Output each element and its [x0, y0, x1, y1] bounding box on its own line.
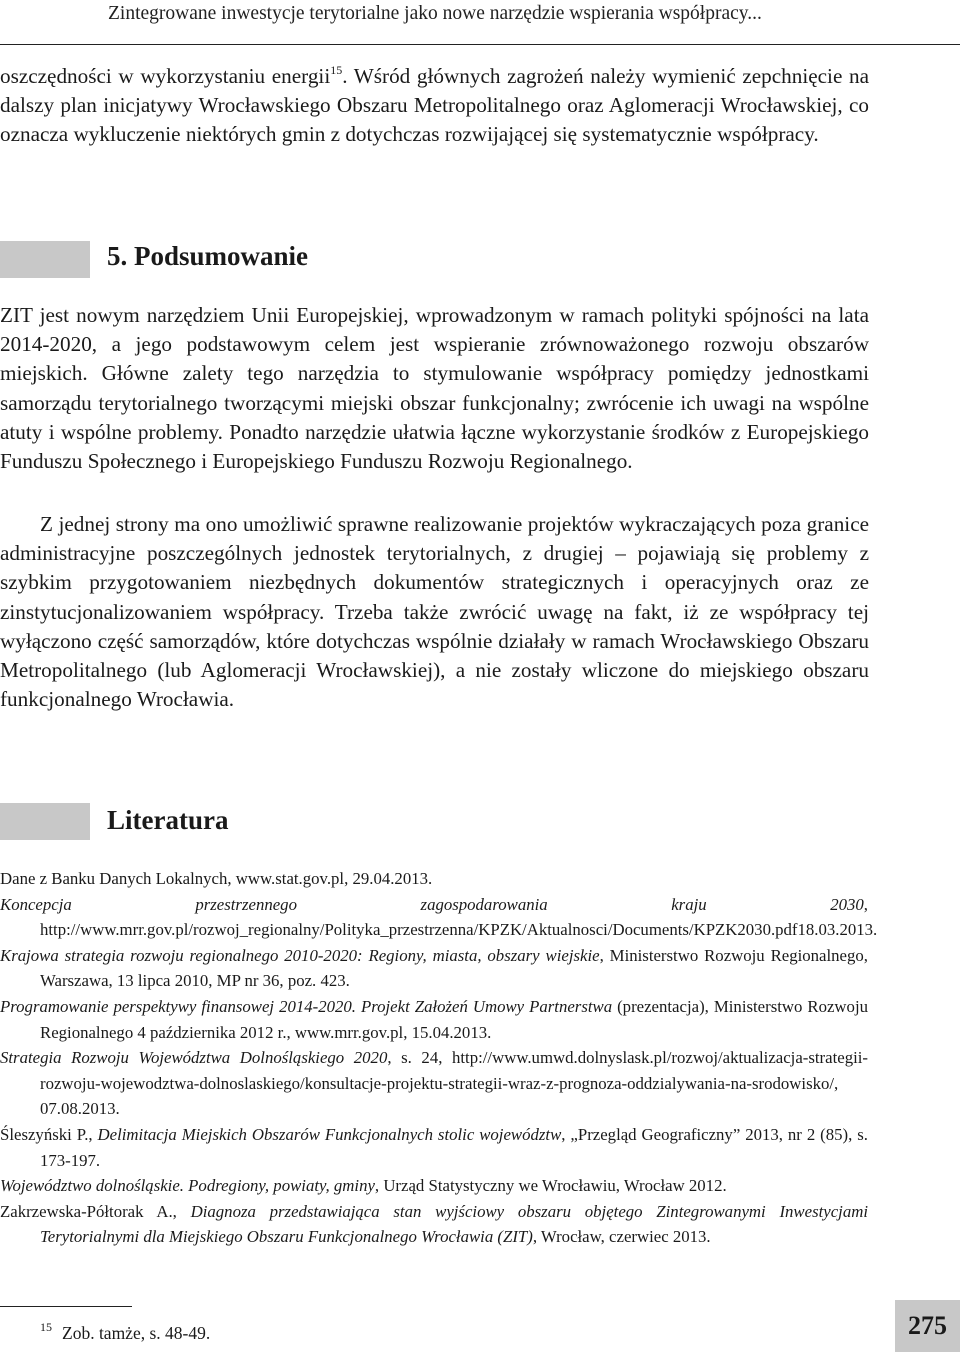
- section-heading-summary: 5. Podsumowanie: [107, 241, 309, 271]
- footnote: [40, 1320, 211, 1344]
- bibliography-entry: Śleszyński P., Delimitacja Miejskich Obszarów Funkcjonalnych stolic województw, „Przegląd Geograficzny” 2013, nr 2 (85), s. 173-197.: [0, 1124, 868, 1170]
- page-number-box: [895, 1300, 960, 1352]
- bibliography-entry: Programowanie perspektywy finansowej 2014-2020. Projekt Założeń Umowy Partnerstwa (prezentacja), Ministerstwo Rozwoju Regionalnego 4 października 2012 r., www.mrr.gov.pl, 15.04.2013.: [0, 996, 868, 1042]
- footnote-text: Zob. tamże, s. 48-49.: [62, 1323, 211, 1343]
- intro-text-end: . Wśród głównych zagrożeń należy wymienić zepchnięcie na dalszy plan inicjatywy Wrocławskiego Obszaru Metropolitalnego oraz Aglomeracji Wrocławskiej, co oznacza wykluczenie niektórych gmin z dotychczas rozwijającej się systematycznie współpracy.: [0, 64, 869, 147]
- footnote-divider: [0, 1306, 132, 1307]
- bibliography-entry: Województwo dolnośląskie. Podregiony, powiaty, gminy, Urząd Statystyczny we Wrocławiu, Wrocław 2012.: [0, 1176, 727, 1196]
- footnote-reference[interactable]: 15: [330, 62, 343, 77]
- bibliography-list: [0, 866, 878, 1250]
- running-header: [0, 0, 960, 45]
- page-number: 275: [908, 1311, 947, 1340]
- running-title: Zintegrowane inwestycje terytorialne jako nowe narzędzie wspierania współpracy...: [108, 3, 762, 24]
- summary-paragraph-2: Z jednej strony ma ono umożliwić sprawne realizowanie projektów wykraczających poza granice administracyjne poszczególnych jednostek terytorialnych, z drugiej – pojawiają się problemy z szybkim przygotowaniem niezbędnych dokumentów strategicznych i operacyjnych oraz ze zinstytucjonalizowaniem współpracy. Trzeba także zwrócić uwagę na fakt, iż ze współpracy tej wyłączono część samorządów, które dotychczas wspólnie działały w ramach Wrocławskiego Obszaru Metropolitalnego (lub Aglomeracji Wrocławskiej), a nie zostały wliczone do miejskiego obszaru funkcjonalnego Wrocławia.: [0, 512, 869, 712]
- bibliography-entry: Krajowa strategia rozwoju regionalnego 2010-2020: Regiony, miasta, obszary wiejskie, Ministerstwo Rozwoju Regionalnego, Warszawa, 13 lipca 2010, MP nr 36, poz. 423.: [0, 945, 868, 991]
- intro-paragraph: [0, 62, 869, 150]
- bibliography-entry: Strategia Rozwoju Województwa Dolnośląskiego 2020, s. 24, http://www.umwd.dolnyslask.pl/rozwoj/aktualizacja-strategii-rozwoju-wojewodztwa-dolnoslaskiego/konsultacje-projektu-strategii-wraz-z-prognoza-oddzialywania-na-srodowisko/, 07.08.2013.: [0, 1048, 869, 1119]
- section-marker-band: [0, 803, 90, 840]
- bibliography-entry: Koncepcja przestrzennego zagospodarowania kraju 2030, http://www.mrr.gov.pl/rozwoj_regionalny/Polityka_przestrzenna/KPZK/Aktualnosci/Documents/KPZK2030.pdf18.03.2013.: [0, 894, 878, 940]
- section-marker-band: [0, 241, 90, 278]
- bibliography-entry: Zakrzewska-Półtorak A., Diagnoza przedstawiająca stan wyjściowy obszaru objętego Zintegrowanymi Inwestycjami Terytorialnymi dla Miejskiego Obszaru Funkcjonalnego Wrocławia (ZIT), Wrocław, czerwiec 2013.: [0, 1201, 868, 1247]
- section-heading-literature: Literatura: [107, 805, 229, 835]
- footnote-mark: 15: [40, 1320, 52, 1335]
- summary-paragraph-1: ZIT jest nowym narzędziem Unii Europejskiej, wprowadzonym w ramach polityki spójności na lata 2014-2020, a jego podstawowym celem jest wspieranie zrównoważonego rozwoju obszarów miejskich. Główne zalety tego narzędzia to stymulowanie współpracy pomiędzy jednostkami samorządu terytorialnego tworzącymi miejski obszar funkcjonalny; zwrócenie ich uwagi na wspólne atuty i wspólne problemy. Ponadto narzędzie ułatwia łączne wykorzystanie środków z Europejskiego Funduszu Społecznego i Europejskiego Funduszu Rozwoju Regionalnego.: [0, 303, 869, 474]
- intro-text-start: oszczędności w wykorzystaniu energii: [0, 64, 331, 88]
- bibliography-entry: Dane z Banku Danych Lokalnych, www.stat.gov.pl, 29.04.2013.: [0, 869, 433, 888]
